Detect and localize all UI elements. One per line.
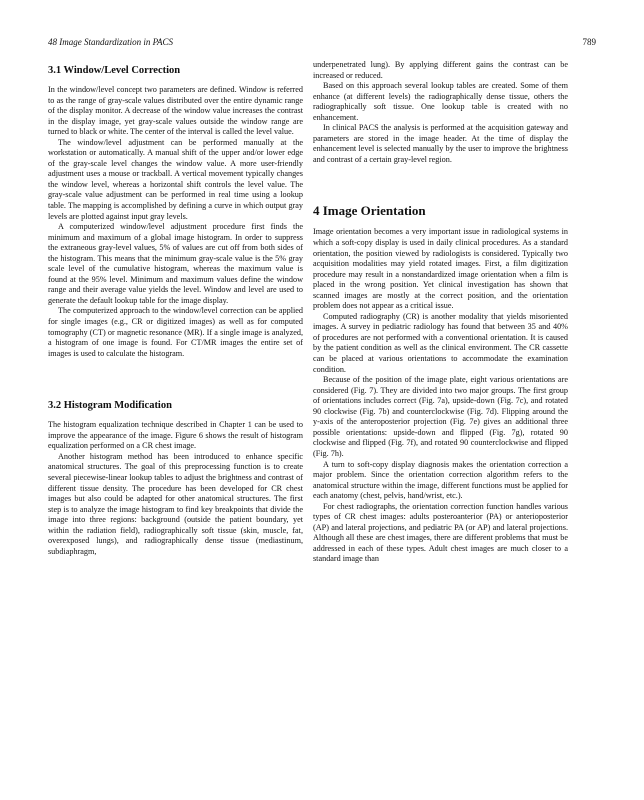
paragraph: Because of the position of the image plate, eight various orientations are considered (Fig. 7). They are divided into two major groups. The first group of orientations includes correct (Fig. 7a), upside-down (Fig. 7c), and rotated 90 clockwise (Fig. 7b) and counterclockwise (Fig. 7d). Flipping around the y-axis of the anteroposterior projection (Fig. 7e) gives an additional three possible orientations: upside-down and flipped (Fig. 7g), rotated 90 clockwise and flipped (Fig. 7f), and rotated 90 counterclockwise and flipped (Fig. 7h). <box>313 375 568 458</box>
paragraph: In the window/level concept two parameters are defined. Window is referred to as the range of gray-scale values distributed over the entire dynamic range of the display monitor. A decrease of the window value increases the contrast in the display image, yet gray-scale values outside the window range are turned to black or white. The center of the interval is called the level value. <box>48 85 303 137</box>
paragraph: A turn to soft-copy display diagnosis makes the orientation correction a major problem. Since the orientation correction algorithm refers to the anatomical structure within the image, different functions must be applied for each anatomy (chest, pelvis, hand/wrist, etc.). <box>313 459 568 501</box>
paragraph: In clinical PACS the analysis is performed at the acquisition gateway and parameters are stored in the image header. At the time of display the enhancement level is selected manually by the user to improve the brightness and contrast of a certain gray-level region. <box>313 123 568 164</box>
section-3-2-heading: 3.2 Histogram Modification <box>48 400 172 412</box>
section-3-1-heading: 3.1 Window/Level Correction <box>48 65 181 76</box>
paragraph: The computerized approach to the window/level correction can be applied for single images (e.g., CR or digitized images) as well as for computed tomography (CT) or magnetic resonance (MR). If a single image is analyzed, a histogram of one image is found. For CT/MR images the entire set of images is used to calculate the histogram. <box>48 306 303 358</box>
section-gap <box>48 359 303 395</box>
paragraph: For chest radiographs, the orientation correction function handles various types of CR chest images: adults posteroanterior (PA) or anterioposterior (AP) and lateral projections, and pediatric PA (or AP) and lateral projections. Although all these are chest images, there are different problems that must be addressed in each of these types. Adult chest images are much closer to a standard image than <box>313 501 568 564</box>
page-number: 789 <box>582 37 596 47</box>
paragraph: Computed radiography (CR) is another modality that yields misoriented images. A survey in pediatric radiology has found that between 35 and 40% of procedures are not performed with a conventional orientation. It is caused by the patient condition as well as the clinical environment. The CR cassette can be placed at various orientations to accommodate the examination condition. <box>313 311 568 374</box>
paragraph: Image orientation becomes a very important issue in radiological systems in which a soft-copy display is used in daily clinical procedures. As a standard orientation, the position viewed by radiologists is considered. Typically two acquisition modalities may yield rotated images. First, a film digitization procedure may result in a nonstandardized image orientation when a film is placed in the wrong position. Yet clinical investigation has shown that scanned images are mostly at the correct position, and the orientation problem does not appear as a critical issue. <box>313 227 568 311</box>
paragraph: A computerized window/level adjustment procedure first finds the minimum and maximum of a global image histogram. In order to suppress the extraneous gray-level values, 5% of values are cut off from both sides of the histogram. This means that the minimum gray-scale value is the 5% gray scale level of the cumulative histogram, whereas the maximum value is found at the 95% level. Minimum and maximum values define the window range and their average value yields the level. Window and level are used to generate the default lookup table for the image display. <box>48 222 303 305</box>
paragraph: Based on this approach several lookup tables are created. Some of them enhance (at different levels) the radiographically dense tissue, others the radiographically soft tissue. One lookup table is created with no enhancement. <box>313 81 568 122</box>
right-column <box>313 60 568 565</box>
left-column <box>48 60 303 557</box>
paragraph: The histogram equalization technique described in Chapter 1 can be used to improve the appearance of the image. Figure 6 shows the result of histogram equalization performed on a CR chest image. <box>48 420 303 451</box>
section-4-heading: 4 Image Orientation <box>313 203 426 219</box>
paragraph: The window/level adjustment can be performed manually at the workstation or automatically. A manual shift of the upper and/or lower edge of the gray-scale level changes the window value. A more user-friendly adjustment uses a mouse or trackball. A vertical movement typically changes the window level, whereas a horizontal shift controls the level value. The gray-scale value adjustment can be performed in real time using a lookup table. The mapping is accomplished by defining a curve in which output gray levels are plotted against input gray levels. <box>48 137 303 221</box>
paragraph: Another histogram method has been introduced to enhance specific anatomical structures. The goal of this preprocessing function is to create several piecewise-linear lookup tables to adjust the brightness and contrast of different tissue density. The procedure has been developed for CR chest images but also could be adapted for other anatomical structures. The first step is to analyze the image histogram to find key breakpoints that divide the image into three regions: background (outside the patient boundary, yet within the radiation field), radiographically soft tissue (skin, muscle, fat, overexposed lungs), and radiographically dense tissue (mediastinum, subdiaphragm, <box>48 451 303 556</box>
running-header <box>48 37 596 47</box>
header-title: 48 Image Standardization in PACS <box>48 37 174 47</box>
paragraph: underpenetrated lung). By applying different gains the contrast can be increased or reduced. <box>313 60 568 80</box>
section-gap <box>313 165 568 203</box>
